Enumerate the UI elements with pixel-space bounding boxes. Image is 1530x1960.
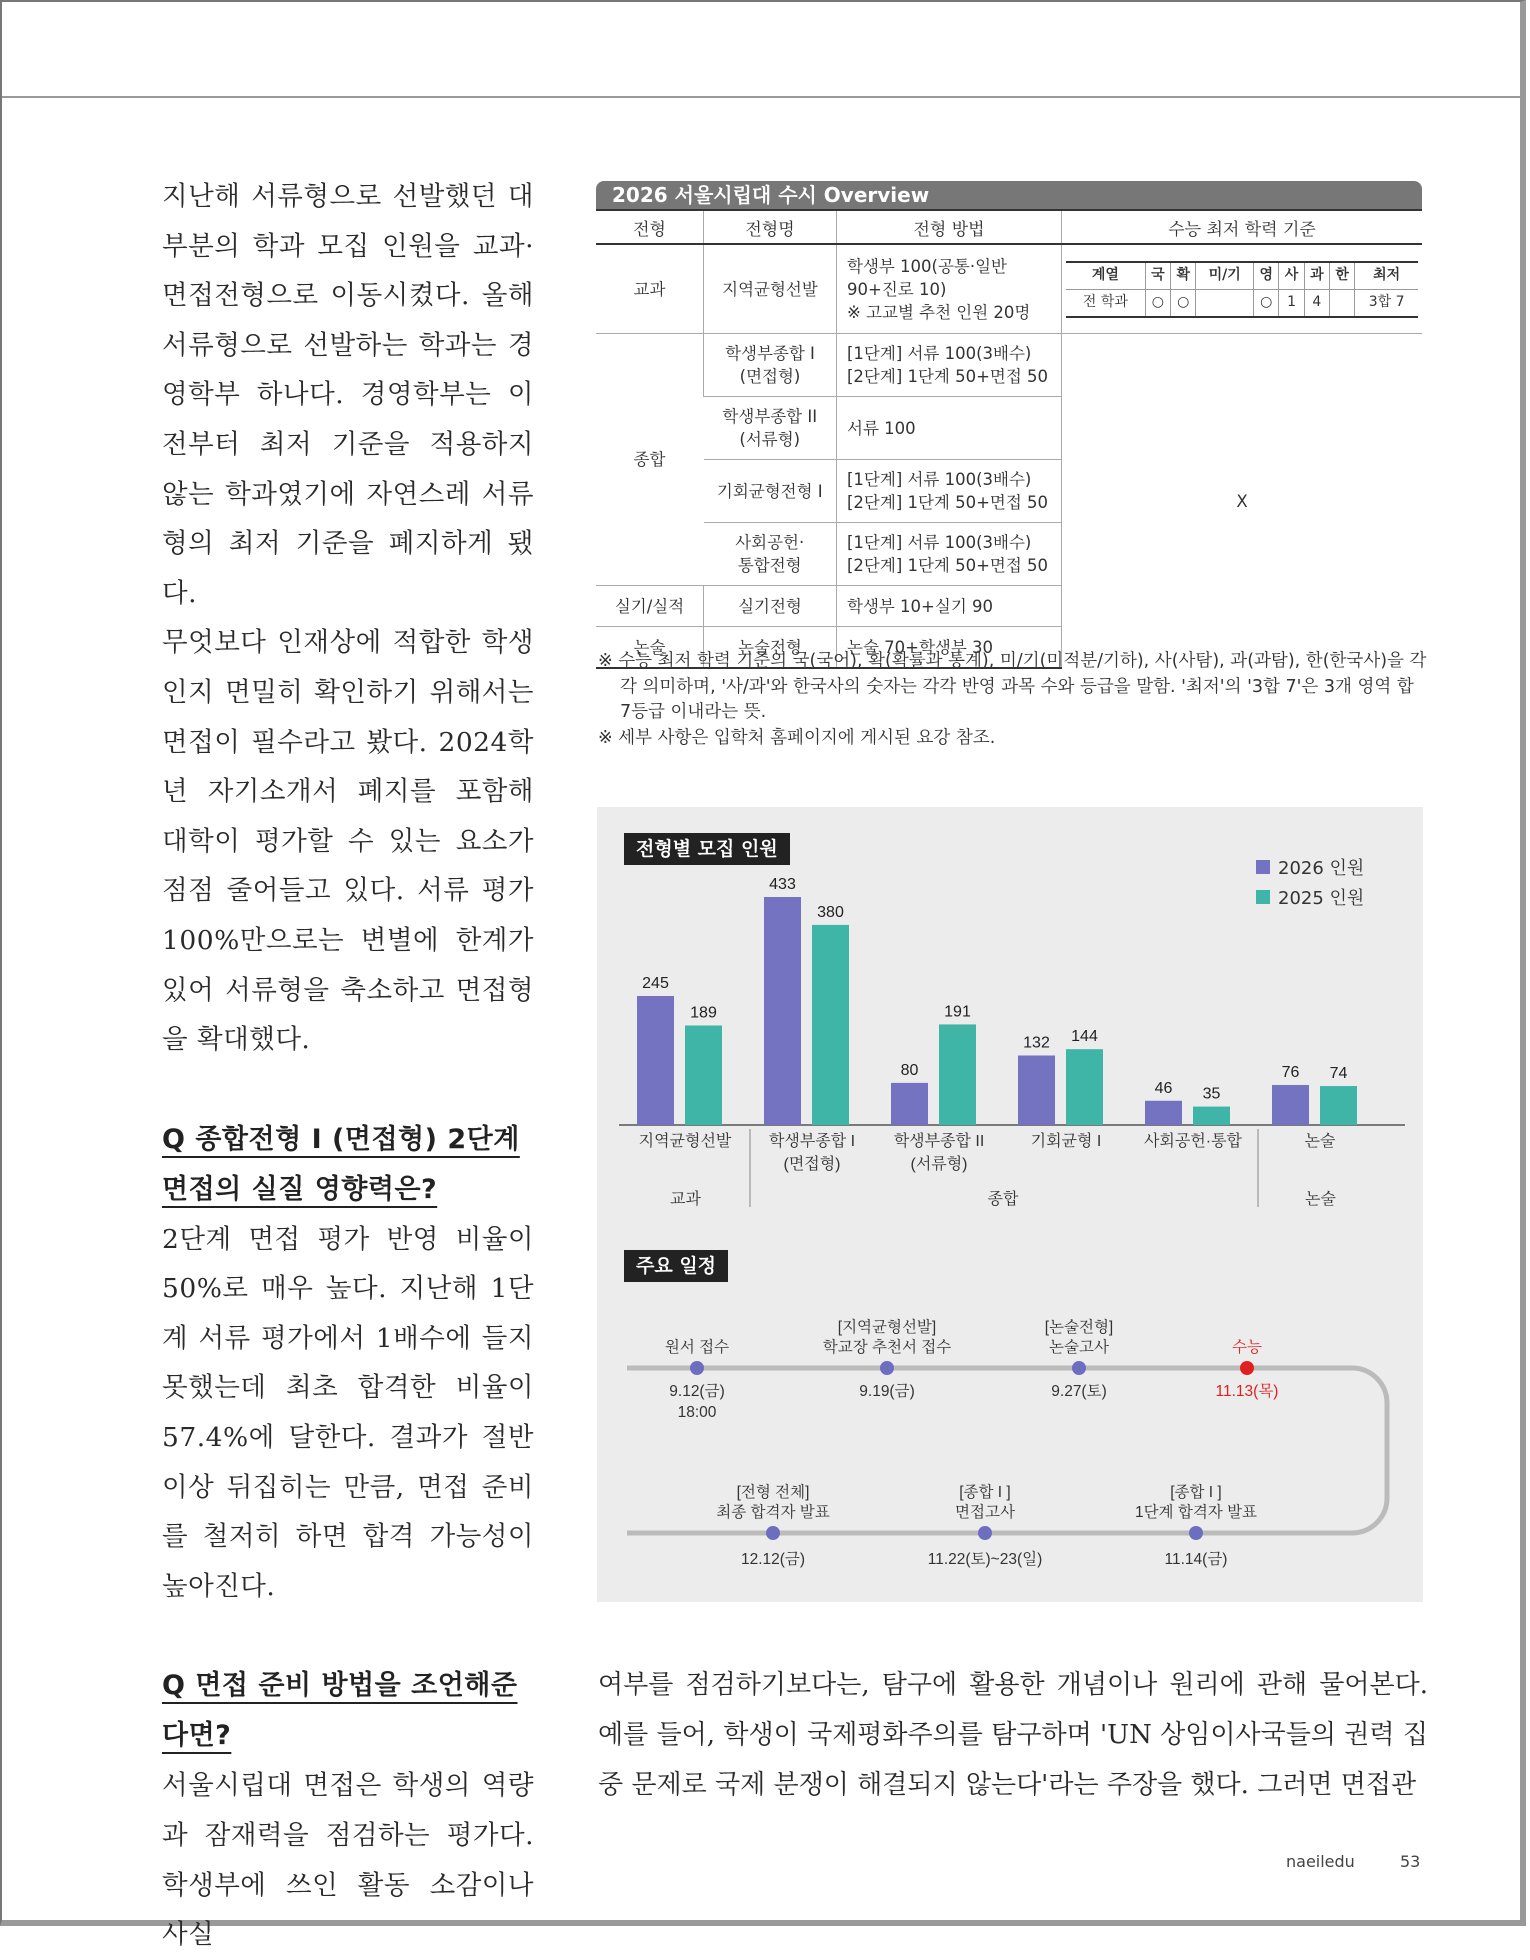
group-label: 종합 bbox=[987, 1191, 1019, 1208]
table-cell-group: 실기/실적 bbox=[596, 586, 704, 627]
note: ※ 세부 사항은 입학처 홈페이지에 게시된 요강 참조. bbox=[598, 727, 996, 748]
table-row bbox=[596, 334, 1422, 397]
timeline-dot bbox=[1189, 1526, 1203, 1540]
inner-header: 확 bbox=[1171, 262, 1196, 290]
bar-value-label: 433 bbox=[769, 876, 796, 893]
bar-2026 bbox=[1018, 1055, 1055, 1125]
method-line: [2단계] 1단계 50+면접 50 bbox=[847, 493, 1049, 512]
bar-2026 bbox=[891, 1083, 928, 1125]
table-cell-csat-x: X bbox=[1062, 334, 1423, 669]
inner-header: 최저 bbox=[1355, 262, 1418, 290]
method-line: 학생부 10+실기 90 bbox=[847, 596, 994, 616]
question-heading-1: Q 종합전형 I (면접형) 2단계 면접의 실질 영향력은? bbox=[162, 1123, 520, 1205]
category-label: 학생부종합 II bbox=[893, 1133, 985, 1150]
schedule-timeline bbox=[597, 1290, 1423, 1590]
table-cell-method bbox=[837, 586, 1062, 627]
table-cell-method bbox=[837, 334, 1062, 397]
bar-2025 bbox=[1320, 1086, 1357, 1125]
timeline-dot bbox=[1072, 1361, 1086, 1375]
bar-2025 bbox=[1193, 1107, 1230, 1125]
table-notes bbox=[598, 649, 1428, 751]
table-cell-method bbox=[837, 523, 1062, 586]
overview-table-block bbox=[596, 181, 1422, 669]
page-number: 53 bbox=[1400, 1852, 1421, 1871]
event-label: [전형 전체] bbox=[736, 1484, 810, 1501]
bar-value-label: 46 bbox=[1154, 1079, 1173, 1097]
paragraph: 지난해 서류형으로 선발했던 대부분의 학과 모집 인원을 교과·면접전형으로 이동시켰다. 올해 서류형으로 선발하는 학과는 경영학부 하나다. 경영학부는 이전부터 최저 기준을 적용하지 않는 학과였기에 자연스레 서류형의 최저 기준을 폐지하게 됐다. bbox=[162, 181, 534, 609]
method-line: [1단계] 서류 100(3배수) bbox=[847, 344, 1032, 363]
method-line: 논술 70+학생부 30 bbox=[847, 637, 994, 657]
event-label: [지역균형선발] bbox=[837, 1319, 937, 1336]
bar-value-label: 189 bbox=[690, 1004, 717, 1022]
category-label: 사회공헌·통합 bbox=[1143, 1133, 1243, 1150]
table-cell-name: 지역균형선발 bbox=[704, 244, 837, 334]
event-date: 11.14(금) bbox=[1164, 1551, 1228, 1568]
inner-cell: 전 학과 bbox=[1066, 289, 1145, 317]
inner-cell: 4 bbox=[1304, 289, 1329, 317]
category-label: 지역균형선발 bbox=[638, 1133, 732, 1150]
inner-cell: 3합 7 bbox=[1355, 289, 1418, 317]
footer-site: naeiledu bbox=[1286, 1852, 1355, 1871]
note: ※ 수능 최저 학력 기준의 국(국어), 확(확률과 통계), 미/기(미적분/기하), 사(사탐), 과(과탐), 한(한국사)을 각각 의미하며, '사/과'와 한국사의 숫자는 각각 반영 과목 수와 등급을 말함. '최저'의 '3합 7'은 3개 영역 합 7등급 이내라는 뜻. bbox=[598, 651, 1427, 722]
method-line: [1단계] 서류 100(3배수) bbox=[847, 533, 1032, 552]
bar-2026 bbox=[1145, 1101, 1182, 1125]
table-cell-name: 논술전형 bbox=[704, 627, 837, 669]
bar-2025 bbox=[685, 1025, 722, 1125]
timeline-dot bbox=[690, 1361, 704, 1375]
paragraph: 무엇보다 인재상에 적합한 학생인지 면밀히 확인하기 위해서는 면접이 필수라고 봤다. 2024학년 자기소개서 폐지를 포함해 대학이 평가할 수 있는 요소가 점점 줄어들고 있다. 서류 평가 100%만으로는 변별에 한계가 있어 서류형을 축소하고 면접형을 확대했다. bbox=[162, 627, 534, 1056]
top-rule bbox=[2, 96, 1524, 98]
method-line: 90+진로 10) bbox=[847, 279, 947, 299]
event-date: 9.19(금) bbox=[859, 1383, 915, 1400]
event-date: 12.12(금) bbox=[740, 1551, 806, 1568]
category-label: (면접형) bbox=[783, 1156, 841, 1173]
table-cell-csat bbox=[1062, 244, 1423, 334]
category-label: 학생부종합 I bbox=[768, 1133, 856, 1150]
legend-label: 2025 인원 bbox=[1278, 888, 1365, 909]
table-header: 수능 최저 학력 기준 bbox=[1062, 210, 1423, 244]
inner-header: 국 bbox=[1145, 262, 1170, 290]
inner-header: 과 bbox=[1304, 262, 1329, 290]
timeline-dot bbox=[1240, 1361, 1254, 1375]
inner-header: 사 bbox=[1279, 262, 1304, 290]
bar-value-label: 132 bbox=[1023, 1034, 1050, 1052]
event-label: [종합 I ] bbox=[1170, 1484, 1222, 1501]
bar-value-label: 245 bbox=[642, 974, 669, 992]
event-date: 9.27(토) bbox=[1051, 1383, 1107, 1400]
inner-cell: ○ bbox=[1145, 289, 1170, 317]
table-cell-name: 사회공헌· 통합전형 bbox=[704, 523, 837, 586]
category-label: (서류형) bbox=[910, 1156, 968, 1173]
event-label: [논술전형] bbox=[1044, 1319, 1114, 1336]
chart-title: 전형별 모집 인원 bbox=[624, 833, 790, 865]
table-cell-group: 종합 bbox=[596, 334, 704, 586]
inner-cell bbox=[1330, 289, 1355, 317]
group-label: 논술 bbox=[1305, 1191, 1336, 1208]
table-cell-method bbox=[837, 397, 1062, 460]
method-line: 학생부 100(공통·일반 bbox=[847, 256, 1007, 276]
bar-chart bbox=[597, 807, 1423, 1227]
bar-2026 bbox=[1272, 1085, 1309, 1125]
question-heading-2: Q 면접 준비 방법을 조언해준다면? bbox=[162, 1670, 518, 1752]
method-line: [2단계] 1단계 50+면접 50 bbox=[847, 556, 1049, 575]
event-date: 11.13(목) bbox=[1215, 1383, 1279, 1400]
table-cell-name: 기회균형전형 I bbox=[704, 460, 837, 523]
bar-value-label: 35 bbox=[1202, 1085, 1221, 1103]
event-label: 학교장 추천서 접수 bbox=[822, 1339, 952, 1356]
table-cell-method bbox=[837, 244, 1062, 334]
bar-value-label: 144 bbox=[1071, 1028, 1098, 1046]
inner-cell: ○ bbox=[1254, 289, 1279, 317]
bar-value-label: 80 bbox=[900, 1061, 919, 1079]
bar-2025 bbox=[939, 1024, 976, 1125]
inner-header: 한 bbox=[1330, 262, 1355, 290]
overview-table bbox=[596, 209, 1422, 669]
inner-cell: ○ bbox=[1171, 289, 1196, 317]
event-label: 논술고사 bbox=[1049, 1339, 1109, 1356]
group-label: 교과 bbox=[670, 1191, 701, 1208]
bar-2025 bbox=[1066, 1049, 1103, 1125]
bar-2025 bbox=[812, 925, 849, 1125]
answer-paragraph-2: 서울시립대 면접은 학생의 역량과 잠재력을 점검하는 평가다. 학생부에 쓰인 활동 소감이나 사실 bbox=[162, 1770, 534, 1951]
table-header: 전형명 bbox=[704, 210, 837, 244]
table-cell-name: 실기전형 bbox=[704, 586, 837, 627]
category-label: 기회균형 I bbox=[1030, 1133, 1102, 1150]
answer-paragraph-1: 2단계 면접 평가 반영 비율이 50%로 매우 높다. 지난해 1단계 서류 평가에서 1배수에 들지 못했는데 최초 합격한 비율이 57.4%에 달한다. 결과가 절반 이상 뒤집히는 만큼, 면접 준비를 철저히 하면 합격 가능성이 높아진다. bbox=[162, 1223, 534, 1602]
event-label: 수능 bbox=[1232, 1339, 1262, 1356]
method-line: [2단계] 1단계 50+면접 50 bbox=[847, 367, 1049, 386]
event-date: 11.22(토)~23(일) bbox=[927, 1551, 1043, 1568]
timeline-dot bbox=[978, 1526, 992, 1540]
bar-value-label: 380 bbox=[817, 903, 844, 921]
inner-cell bbox=[1196, 289, 1254, 317]
bar-value-label: 76 bbox=[1281, 1063, 1300, 1081]
table-cell-group: 논술 bbox=[596, 627, 704, 669]
table-cell-method bbox=[837, 460, 1062, 523]
event-label: 면접고사 bbox=[955, 1504, 1015, 1521]
method-line: ※ 고교별 추천 인원 20명 bbox=[847, 302, 1031, 322]
inner-header: 미/기 bbox=[1196, 262, 1254, 290]
bar-2026 bbox=[637, 996, 674, 1125]
event-date: 9.12(금) bbox=[669, 1383, 725, 1400]
inner-cell: 1 bbox=[1279, 289, 1304, 317]
event-label: 원서 접수 bbox=[664, 1339, 730, 1356]
event-date: 18:00 bbox=[677, 1404, 717, 1421]
inner-header: 계열 bbox=[1066, 262, 1145, 290]
overview-table-title: 2026 서울시립대 수시 Overview bbox=[596, 181, 1422, 209]
continued-text bbox=[598, 1660, 1428, 1810]
table-cell-name: 학생부종합 I (면접형) bbox=[704, 334, 837, 397]
schedule-title: 주요 일정 bbox=[624, 1250, 728, 1282]
bar-value-label: 74 bbox=[1329, 1065, 1348, 1083]
method-line: [1단계] 서류 100(3배수) bbox=[847, 470, 1032, 489]
event-label: 1단계 합격자 발표 bbox=[1134, 1504, 1258, 1521]
method-line: 서류 100 bbox=[847, 418, 916, 438]
category-label: 논술 bbox=[1304, 1133, 1336, 1150]
inner-header: 영 bbox=[1254, 262, 1279, 290]
paragraph: 여부를 점검하기보다는, 탐구에 활용한 개념이나 원리에 관해 물어본다. 예를 들어, 학생이 국제평화주의를 탐구하며 'UN 상임이사국들의 권력 집중 문제로 국제 분쟁이 해결되지 않는다'라는 주장을 했다. 그러면 면접관 bbox=[598, 1670, 1428, 1800]
csat-inner-table bbox=[1066, 261, 1418, 318]
left-column bbox=[162, 172, 534, 1960]
timeline-dot bbox=[880, 1361, 894, 1375]
table-cell-name: 학생부종합 II (서류형) bbox=[704, 397, 837, 460]
timeline-dot bbox=[766, 1526, 780, 1540]
table-header: 전형 bbox=[596, 210, 704, 244]
table-row bbox=[596, 244, 1422, 334]
event-label: 최종 합격자 발표 bbox=[716, 1504, 830, 1521]
table-cell-group: 교과 bbox=[596, 244, 704, 334]
event-label: [종합 I ] bbox=[959, 1484, 1011, 1501]
table-header: 전형 방법 bbox=[837, 210, 1062, 244]
bar-value-label: 191 bbox=[944, 1003, 971, 1021]
bar-2026 bbox=[764, 897, 801, 1125]
legend-label: 2026 인원 bbox=[1278, 858, 1365, 879]
